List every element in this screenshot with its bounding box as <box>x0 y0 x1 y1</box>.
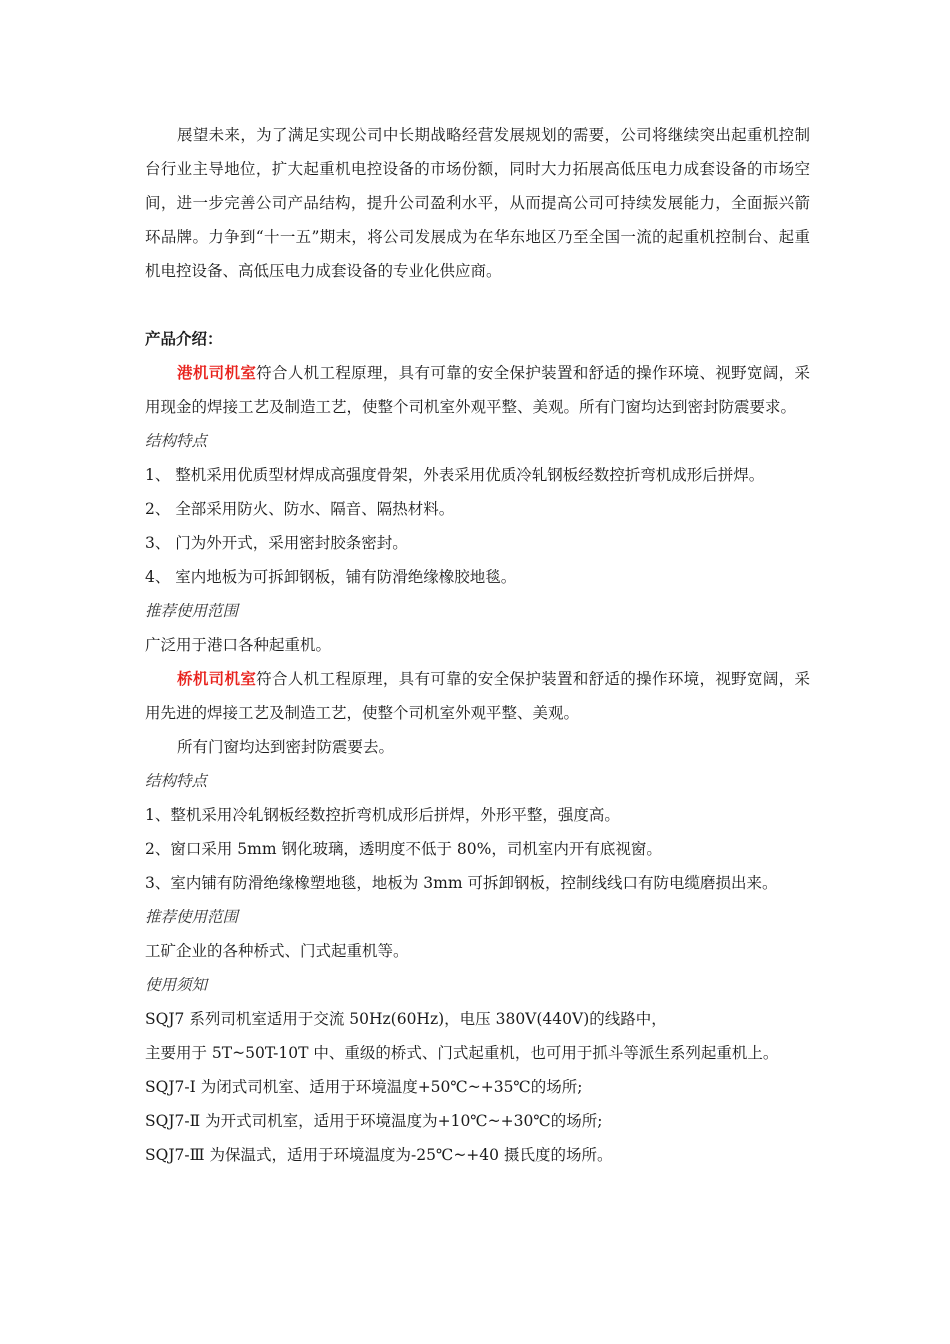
list-item: 1、 整机采用优质型材焊成高强度骨架，外表采用优质冷轧钢板经数控折弯机成形后拼焊。 <box>145 466 765 484</box>
document-body <box>145 118 810 1172</box>
port-cab-paragraph <box>145 356 810 424</box>
instruction-line: 主要用于 5T~50T-10T 中、重级的桥式、门式起重机，也可用于抓斗等派生系列起重机上。 <box>145 1044 779 1062</box>
bridge-cab-usage-title: 推荐使用范围 <box>145 908 239 926</box>
instruction-line: SQJ7 系列司机室适用于交流 50Hz(60Hz)，电压 380V(440V)的线路中， <box>145 1010 667 1028</box>
port-cab-name: 港机司机室 <box>177 363 257 382</box>
bridge-cab-usage: 工矿企业的各种桥式、门式起重机等。 <box>145 942 409 960</box>
instruction-line: SQJ7-Ⅰ 为闭式司机室、适用于环境温度+50℃~+35℃的场所; <box>145 1078 583 1096</box>
list-item: 3、 门为外开式，采用密封胶条密封。 <box>145 534 408 552</box>
port-cab-usage-title: 推荐使用范围 <box>145 602 239 620</box>
list-item: 3、室内铺有防滑绝缘橡塑地毯，地板为 3mm 可拆卸钢板，控制线线口有防电缆磨损出来。 <box>145 874 778 892</box>
instruction-line: SQJ7-Ⅱ 为开式司机室，适用于环境温度为+10℃~+30℃的场所; <box>145 1112 603 1130</box>
port-cab-usage: 广泛用于港口各种起重机。 <box>145 636 332 654</box>
list-item: 1、整机采用冷轧钢板经数控折弯机成形后拼焊，外形平整，强度高。 <box>145 806 620 824</box>
bridge-cab-features-title: 结构特点 <box>145 772 208 790</box>
instructions-title: 使用须知 <box>145 976 208 994</box>
bridge-cab-paragraph <box>145 662 810 730</box>
bridge-cab-description-2: 所有门窗均达到密封防震要去。 <box>177 738 395 756</box>
bridge-cab-description: 符合人机工程原理，具有可靠的安全保护装置和舒适的操作环境，视野宽阔，采用先进的焊接工艺及制造工艺，使整个司机室外观平整、美观。 <box>145 670 810 722</box>
list-item: 4、 室内地板为可拆卸钢板，铺有防滑绝缘橡胶地毯。 <box>145 568 517 586</box>
list-item: 2、 全部采用防火、防水、隔音、隔热材料。 <box>145 500 455 518</box>
bridge-cab-name: 桥机司机室 <box>177 669 257 688</box>
instruction-line: SQJ7-Ⅲ 为保温式，适用于环境温度为-25℃~+40 摄氏度的场所。 <box>145 1146 613 1164</box>
section-title: 产品介绍： <box>145 329 223 348</box>
intro-paragraph: 展望未来，为了满足实现公司中长期战略经营发展规划的需要，公司将继续突出起重机控制台行业主导地位，扩大起重机电控设备的市场份额，同时大力拓展高低压电力成套设备的市场空间，进一步完善公司产品结构，提升公司盈利水平，从而提高公司可持续发展能力，全面振兴箭环品牌。力争到“十一五”期末，将公司发展成为在华东地区乃至全国一流的起重机控制台、起重机电控设备、高低压电力成套设备的专业化供应商。 <box>145 126 810 280</box>
port-cab-features-title: 结构特点 <box>145 432 208 450</box>
port-cab-description: 符合人机工程原理，具有可靠的安全保护装置和舒适的操作环境、视野宽阔，采用现金的焊接工艺及制造工艺，使整个司机室外观平整、美观。所有门窗均达到密封防震要求。 <box>145 364 810 416</box>
spacer <box>145 288 810 322</box>
list-item: 2、窗口采用 5mm 钢化玻璃，透明度不低于 80%，司机室内开有底视窗。 <box>145 840 662 858</box>
